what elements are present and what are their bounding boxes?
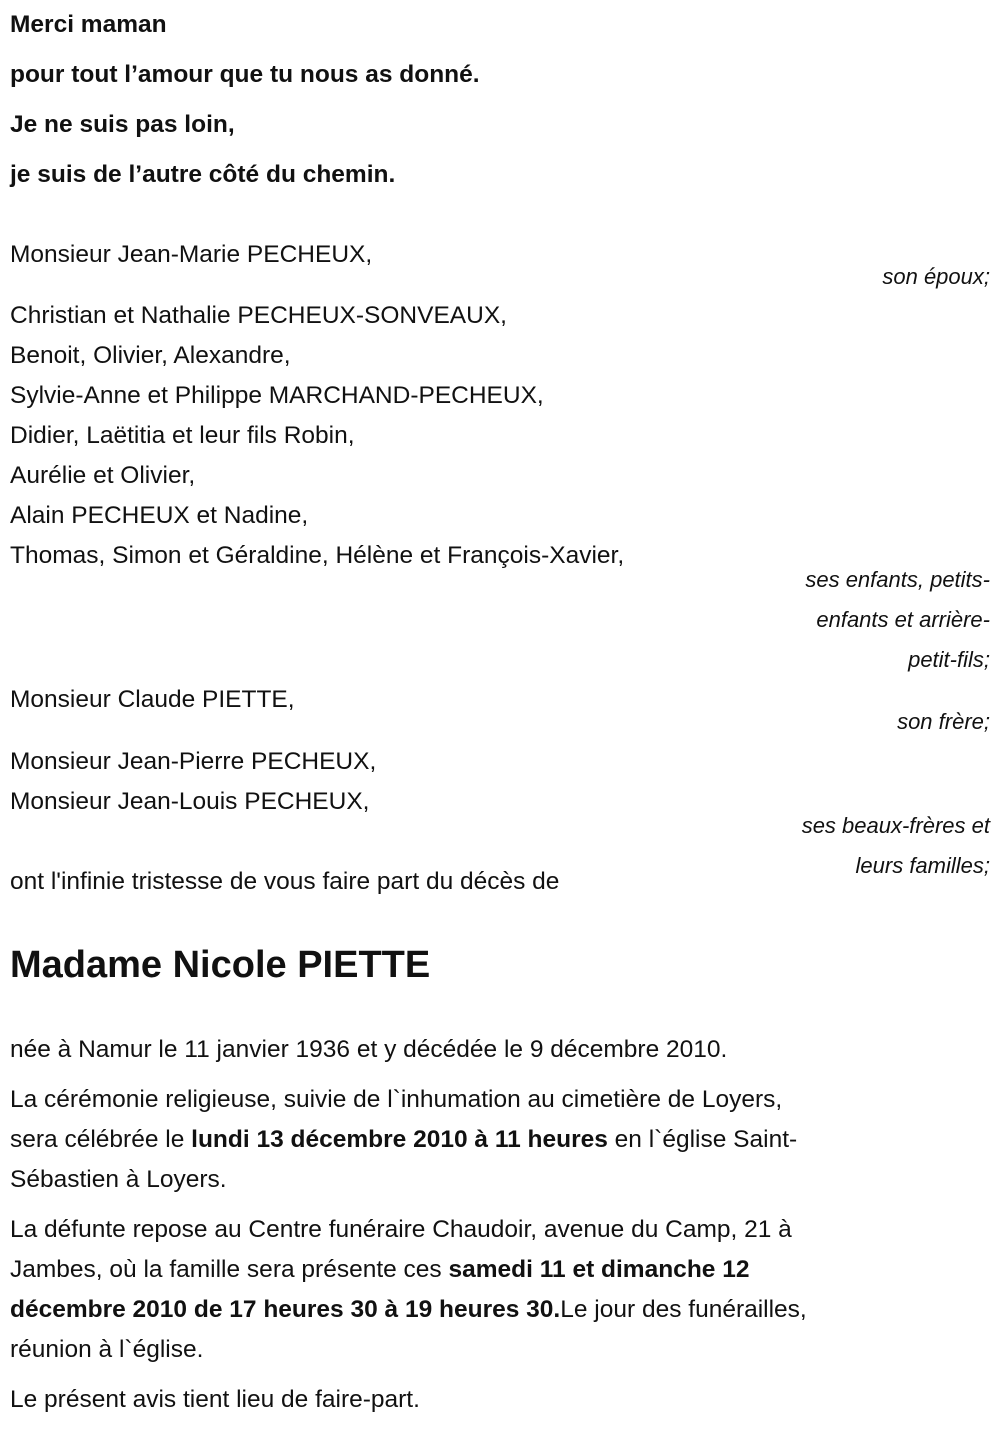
text: sera célébrée le	[10, 1126, 192, 1153]
family-line: Sylvie-Anne et Philippe MARCHAND-PECHEUX,	[10, 382, 544, 409]
relation-label: ses beaux-frères et	[801, 813, 990, 838]
relation-label: leurs familles;	[855, 853, 990, 878]
visitation-line	[10, 1255, 749, 1285]
family-line: Christian et Nathalie PECHEUX-SONVEAUX,	[10, 302, 507, 329]
relation-label: son frère;	[897, 709, 990, 734]
ceremony-line	[10, 1125, 797, 1155]
family-line: Alain PECHEUX et Nadine,	[10, 502, 309, 529]
poem-line: pour tout l’amour que tu nous as donné.	[10, 61, 480, 88]
relation-label: son époux;	[882, 264, 990, 289]
text: en l`église Saint-	[607, 1126, 798, 1153]
birth-death-line: née à Namur le 11 janvier 1936 et y décédée le 9 décembre 2010.	[10, 1036, 728, 1063]
family-line: Monsieur Jean-Pierre PECHEUX,	[10, 748, 377, 775]
family-line: Didier, Laëtitia et leur fils Robin,	[10, 422, 355, 449]
text: Jambes, où la famille sera présente ces	[10, 1256, 449, 1283]
relation-label: enfants et arrière-	[816, 607, 990, 632]
deceased-name: Madame Nicole PIETTE	[10, 944, 431, 986]
poem-line: Merci maman	[10, 11, 167, 38]
poem-line: Je ne suis pas loin,	[10, 111, 235, 138]
poem-line: je suis de l’autre côté du chemin.	[10, 161, 396, 188]
ceremony-line: La cérémonie religieuse, suivie de l`inhumation au cimetière de Loyers,	[10, 1086, 783, 1113]
family-line: Benoit, Olivier, Alexandre,	[10, 342, 291, 369]
visitation-line	[10, 1295, 807, 1325]
ceremony-date: lundi 13 décembre 2010 à 11 heures	[191, 1126, 608, 1153]
family-line: Monsieur Jean-Louis PECHEUX,	[10, 788, 370, 815]
relation-label: ses enfants, petits-	[805, 567, 990, 592]
relation-label: petit-fils;	[908, 647, 990, 672]
visitation-dates: samedi 11 et dimanche 12	[448, 1256, 750, 1283]
ceremony-line: Sébastien à Loyers.	[10, 1166, 227, 1193]
family-line: Monsieur Claude PIETTE,	[10, 686, 295, 713]
closing-line: Le présent avis tient lieu de faire-part.	[10, 1386, 420, 1413]
family-line: Aurélie et Olivier,	[10, 462, 196, 489]
visitation-hours: décembre 2010 de 17 heures 30 à 19 heures 30.	[10, 1296, 561, 1323]
announcement-line: ont l'infinie tristesse de vous faire part du décès de	[10, 868, 560, 895]
text: Le jour des funérailles,	[560, 1296, 807, 1323]
visitation-line: réunion à l`église.	[10, 1336, 204, 1363]
family-line: Monsieur Jean-Marie PECHEUX,	[10, 241, 373, 268]
visitation-line: La défunte repose au Centre funéraire Chaudoir, avenue du Camp, 21 à	[10, 1216, 792, 1243]
family-line: Thomas, Simon et Géraldine, Hélène et François-Xavier,	[10, 542, 625, 569]
